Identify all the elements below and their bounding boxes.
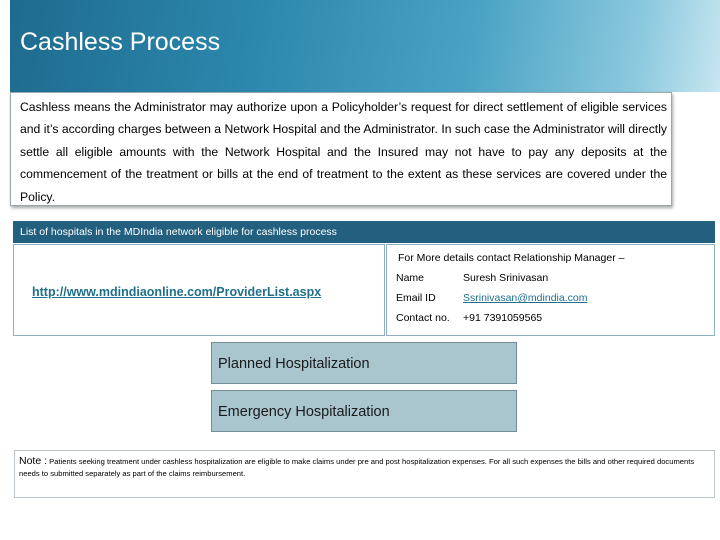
hospital-list-banner bbox=[13, 221, 715, 243]
contact-phone-value: +91 7391059565 bbox=[463, 312, 543, 324]
hospital-list-banner-text: List of hospitals in the MDIndia network eligible for cashless process bbox=[20, 226, 337, 238]
note-box bbox=[14, 450, 715, 498]
note-label: Note : bbox=[19, 455, 48, 467]
relationship-manager-contact bbox=[386, 244, 715, 336]
page-title: Cashless Process bbox=[20, 28, 221, 56]
contact-heading: For More details contact Relationship Manager – bbox=[398, 252, 625, 264]
planned-hospitalization-button[interactable]: Planned Hospitalization bbox=[211, 342, 517, 384]
provider-list-link[interactable]: http://www.mdindiaonline.com/ProviderList.aspx bbox=[32, 285, 322, 299]
contact-label: Name bbox=[396, 272, 425, 284]
emergency-hospitalization-button[interactable]: Emergency Hospitalization bbox=[211, 390, 517, 432]
contact-email-link[interactable]: Ssrinivasan@mdindia.com bbox=[463, 292, 588, 304]
provider-link-box bbox=[13, 244, 385, 336]
contact-name-value: Suresh Srinivasan bbox=[463, 272, 549, 284]
header-banner bbox=[10, 0, 720, 92]
contact-label: Email ID bbox=[396, 292, 436, 304]
contact-label: Contact no. bbox=[396, 312, 450, 324]
note-text: Patients seeking treatment under cashless hospitalization are eligible to make claims under pre and post hospitalization expenses. For all such expenses the bills and other required documents needs to submitted separately as part of the claims reimbursement. bbox=[19, 457, 695, 478]
cashless-description: Cashless means the Administrator may authorize upon a Policyholder’s request for direct settlement of eligible services and it’s according charges between a Network Hospital and the Administrator. In such case the Administrator will directly settle all eligible amounts with the Network Hospital and the Insured may not have to pay any deposits at the commencement of the treatment or bills at the end of treatment to the extent as these services are covered under the Policy. bbox=[10, 92, 672, 206]
